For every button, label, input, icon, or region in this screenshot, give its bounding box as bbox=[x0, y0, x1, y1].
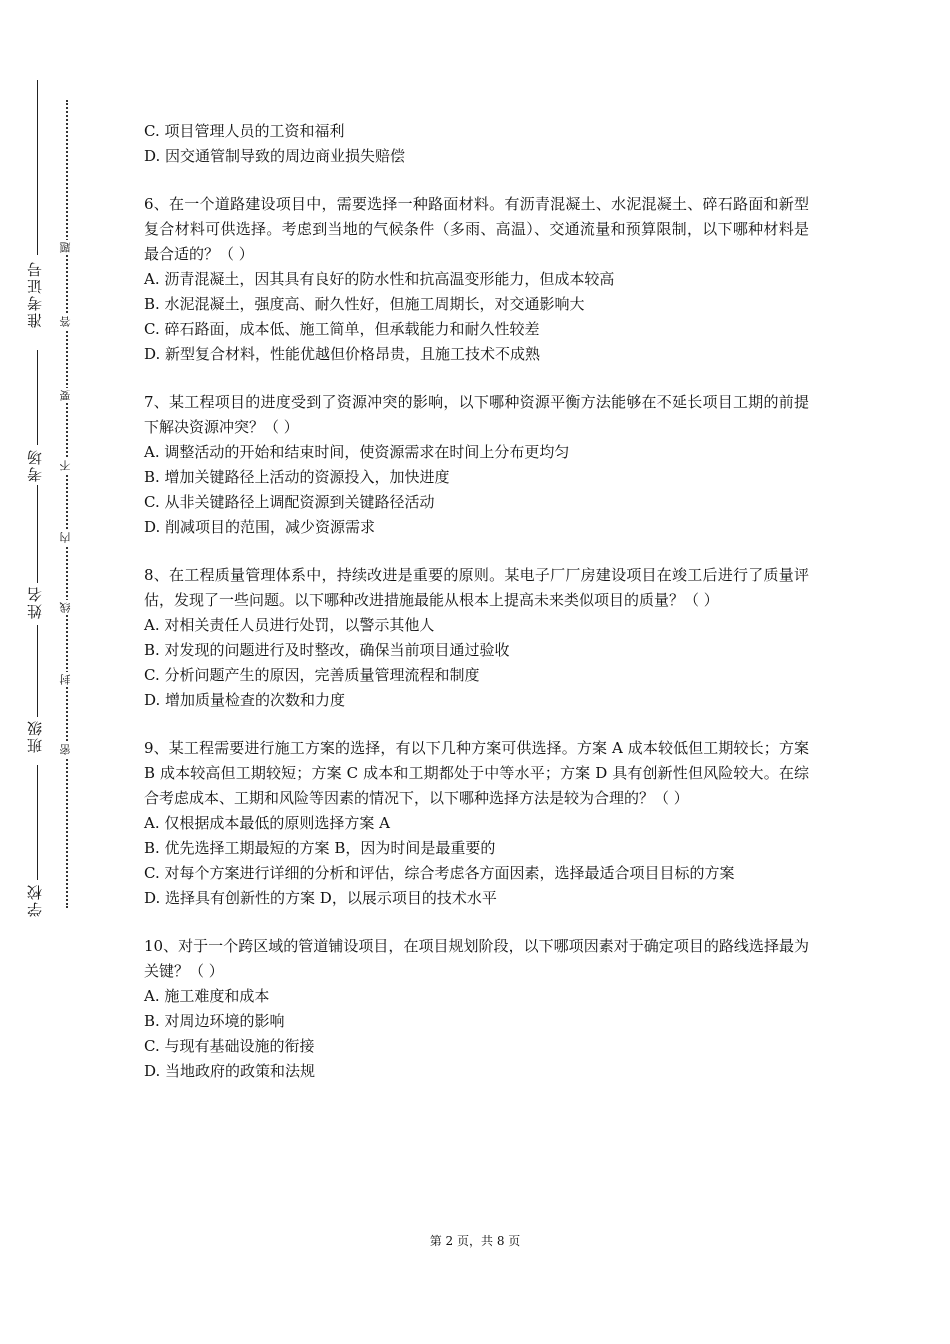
name-field bbox=[16, 485, 56, 625]
option-a: A. 仅根据成本最低的原则选择方案 A bbox=[144, 814, 390, 832]
seal-char-feng: 封 bbox=[59, 674, 72, 685]
seal-char-yao: 要 bbox=[59, 390, 72, 401]
seal-char-xian: 线 bbox=[59, 602, 72, 613]
question-7 bbox=[144, 390, 809, 540]
seal-char-mi: 密 bbox=[59, 744, 72, 755]
class-field bbox=[16, 625, 56, 765]
exam-room-field bbox=[16, 350, 56, 485]
option-a: A. 调整活动的开始和结束时间，使资源需求在时间上分布更均匀 bbox=[144, 443, 570, 461]
question-9 bbox=[144, 736, 809, 911]
question-6 bbox=[144, 192, 809, 367]
exam-id-field bbox=[16, 80, 56, 350]
seal-char-da: 答 bbox=[59, 316, 72, 327]
option-b: B. 优先选择工期最短的方案 B，因为时间是最重要的 bbox=[144, 839, 496, 857]
question-stem: 9、某工程需要进行施工方案的选择，有以下几种方案可供选择。方案 A 成本较低但工期较长；方案 B 成本较高但工期较短；方案 C 成本和工期都处于中等水平；方案 D 具有创新性但风险较大。在综合考虑成本、工期和风险等因素的情况下，以下哪种选择方法是较为合理的？（ ） bbox=[144, 739, 809, 807]
option-a: A. 施工难度和成本 bbox=[144, 987, 270, 1005]
seal-char-ti: 题 bbox=[59, 242, 72, 253]
school-label: 学校 bbox=[26, 883, 44, 917]
exam-room-label: 考场 bbox=[26, 448, 44, 482]
exam-content bbox=[144, 119, 809, 1107]
question-stem: 8、在工程质量管理体系中，持续改进是重要的原则。某电子厂厂房建设项目在竣工后进行了质量评估，发现了一些问题。以下哪种改进措施最能从根本上提高未来类似项目的质量？（ ） bbox=[144, 566, 809, 609]
option-d: D. 削减项目的范围，减少资源需求 bbox=[144, 518, 376, 536]
option-b: B. 对发现的问题进行及时整改，确保当前项目通过验收 bbox=[144, 641, 510, 659]
question-5-continued bbox=[144, 119, 809, 169]
exam-id-blank-line bbox=[37, 80, 38, 255]
class-blank-line bbox=[37, 625, 38, 717]
binding-margin bbox=[16, 80, 56, 930]
option-c: C. 对每个方案进行详细的分析和评估，综合考虑各方面因素，选择最适合项目目标的方案 bbox=[144, 864, 735, 882]
option-b: B. 对周边环境的影响 bbox=[144, 1012, 285, 1030]
page-footer: 第 2 页，共 8 页 bbox=[429, 1234, 521, 1248]
question-10 bbox=[144, 934, 809, 1084]
question-stem: 6、在一个道路建设项目中，需要选择一种路面材料。有沥青混凝土、水泥混凝土、碎石路面和新型复合材料可供选择。考虑到当地的气候条件（多雨、高温）、交通流量和预算限制，以下哪种材料是最合适的？（ ） bbox=[144, 195, 809, 263]
question-stem: 10、对于一个跨区域的管道铺设项目，在项目规划阶段，以下哪项因素对于确定项目的路线选择最为关键？（ ） bbox=[144, 937, 809, 980]
option-c: C. 项目管理人员的工资和福利 bbox=[144, 122, 345, 140]
seal-char-bu: 不 bbox=[59, 460, 72, 471]
seal-dotted-line bbox=[66, 100, 68, 908]
option-a: A. 沥青混凝土，因其具有良好的防水性和抗高温变形能力，但成本较高 bbox=[144, 270, 615, 288]
option-d: D. 因交通管制导致的周边商业损失赔偿 bbox=[144, 147, 406, 165]
option-d: D. 选择具有创新性的方案 D，以展示项目的技术水平 bbox=[144, 889, 497, 907]
option-b: B. 增加关键路径上活动的资源投入，加快进度 bbox=[144, 468, 450, 486]
exam-id-label: 准考证号 bbox=[26, 260, 44, 328]
question-stem: 7、某工程项目的进度受到了资源冲突的影响，以下哪种资源平衡方法能够在不延长项目工期的前提下解决资源冲突？（ ） bbox=[144, 393, 809, 436]
option-a: A. 对相关责任人员进行处罚，以警示其他人 bbox=[144, 616, 435, 634]
school-field bbox=[16, 765, 56, 930]
name-label: 姓名 bbox=[26, 585, 44, 619]
exam-room-blank-line bbox=[37, 350, 38, 445]
option-d: D. 当地政府的政策和法规 bbox=[144, 1062, 316, 1080]
seal-char-nei: 内 bbox=[59, 532, 72, 543]
class-label: 班级 bbox=[26, 719, 44, 753]
option-c: C. 分析问题产生的原因，完善质量管理流程和制度 bbox=[144, 666, 480, 684]
option-b: B. 水泥混凝土，强度高、耐久性好，但施工周期长，对交通影响大 bbox=[144, 295, 585, 313]
option-c: C. 与现有基础设施的衔接 bbox=[144, 1037, 315, 1055]
option-d: D. 新型复合材料，性能优越但价格昂贵，且施工技术不成熟 bbox=[144, 345, 541, 363]
option-c: C. 从非关键路径上调配资源到关键路径活动 bbox=[144, 493, 435, 511]
option-c: C. 碎石路面，成本低、施工简单，但承载能力和耐久性较差 bbox=[144, 320, 540, 338]
school-blank-line bbox=[37, 765, 38, 880]
question-8 bbox=[144, 563, 809, 713]
name-blank-line bbox=[37, 485, 38, 583]
option-d: D. 增加质量检查的次数和力度 bbox=[144, 691, 346, 709]
